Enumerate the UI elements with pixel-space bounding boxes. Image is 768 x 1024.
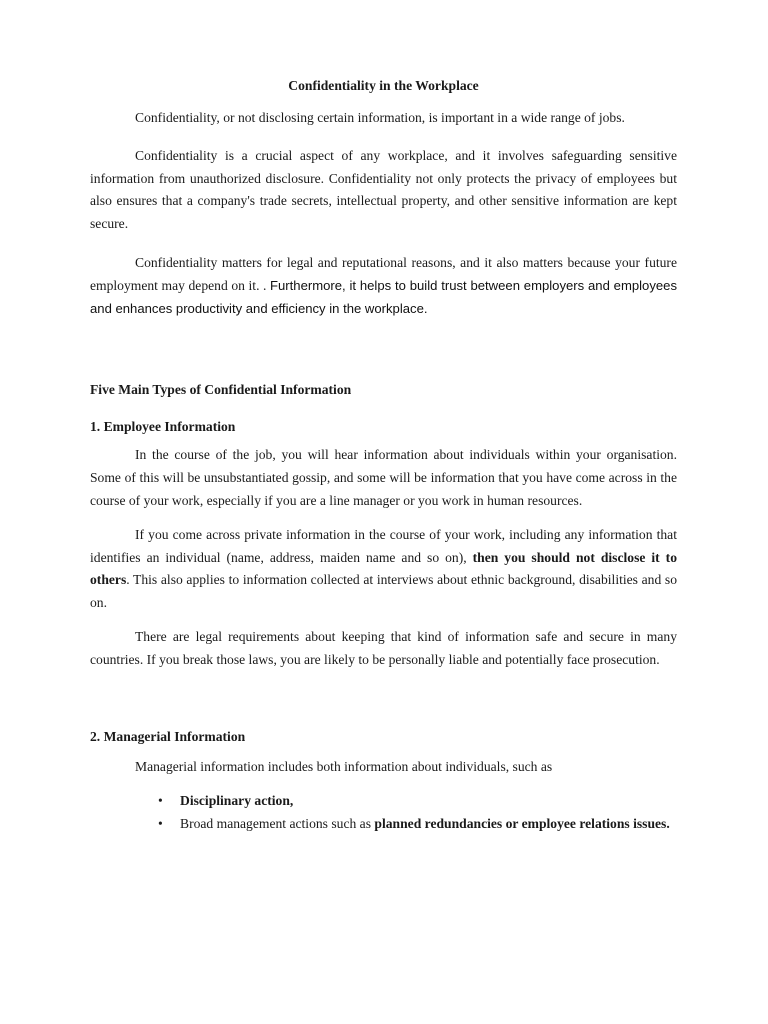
- intro-paragraph-1: Confidentiality, or not disclosing certain information, is important in a wide range of jobs.: [135, 110, 625, 125]
- bullet-2-text: Broad management actions such as: [180, 816, 375, 832]
- document-page: [90, 76, 677, 836]
- section-1-heading: 1. Employee Information: [90, 419, 236, 435]
- section-1-paragraph-2-text: If you come across private information in the course of your work, including any information that identifies an individual (name, address, maiden name and so on),: [90, 526, 677, 565]
- section-1-paragraph-3: There are legal requirements about keeping that kind of information safe and secure in many countries. If you break those laws, you are likely to be personally liable and potentially face prosecution.: [90, 628, 677, 667]
- section-2-intro: Managerial information includes both information about individuals, such as: [135, 758, 553, 774]
- section-1-paragraph-1: In the course of the job, you will hear information about individuals within your organisation. Some of this will be unsubstantiated gossip, and some will be information that you have come across in the course of your work, especially if you are a line manager or you work in human resources.: [90, 447, 677, 508]
- list-item: [90, 813, 677, 836]
- section-1-paragraph-2: [90, 524, 677, 615]
- section-1-paragraph-2-tail: . This also applies to information collected at interviews about ethnic background, disabilities and so on.: [90, 572, 677, 611]
- list-item: [90, 790, 677, 813]
- bullet-list: [90, 790, 677, 836]
- bullet-1-text: Disciplinary action,: [180, 793, 294, 809]
- intro-paragraph-2: Confidentiality is a crucial aspect of any workplace, and it involves safeguarding sensitive information from unauthorized disclosure. Confidentiality not only protects the privacy of employees but also ensures that a company's trade secrets, intellectual property, and other sensitive information are kept secure.: [90, 147, 677, 232]
- intro-paragraph-3: [90, 252, 677, 320]
- bullet-2-bold: planned redundancies or employee relations issues.: [374, 816, 670, 832]
- intro-paragraph-3-text: Confidentiality matters for legal and reputational reasons, and it also matters because your future employment may depend on it. .: [90, 254, 677, 293]
- document-title: Confidentiality in the Workplace: [288, 78, 479, 93]
- section-2-heading: 2. Managerial Information: [90, 728, 246, 744]
- bullet-dot-icon: •: [158, 793, 163, 809]
- section-1-paragraph-2-bold: then you should not disclose it to others: [90, 549, 677, 588]
- types-heading: Five Main Types of Confidential Information: [90, 382, 352, 398]
- bullet-dot-icon: •: [158, 816, 163, 832]
- intro-paragraph-3-furthermore: Furthermore, it helps to build trust between employers and employees and enhances productivity and efficiency in the workplace.: [90, 277, 677, 316]
